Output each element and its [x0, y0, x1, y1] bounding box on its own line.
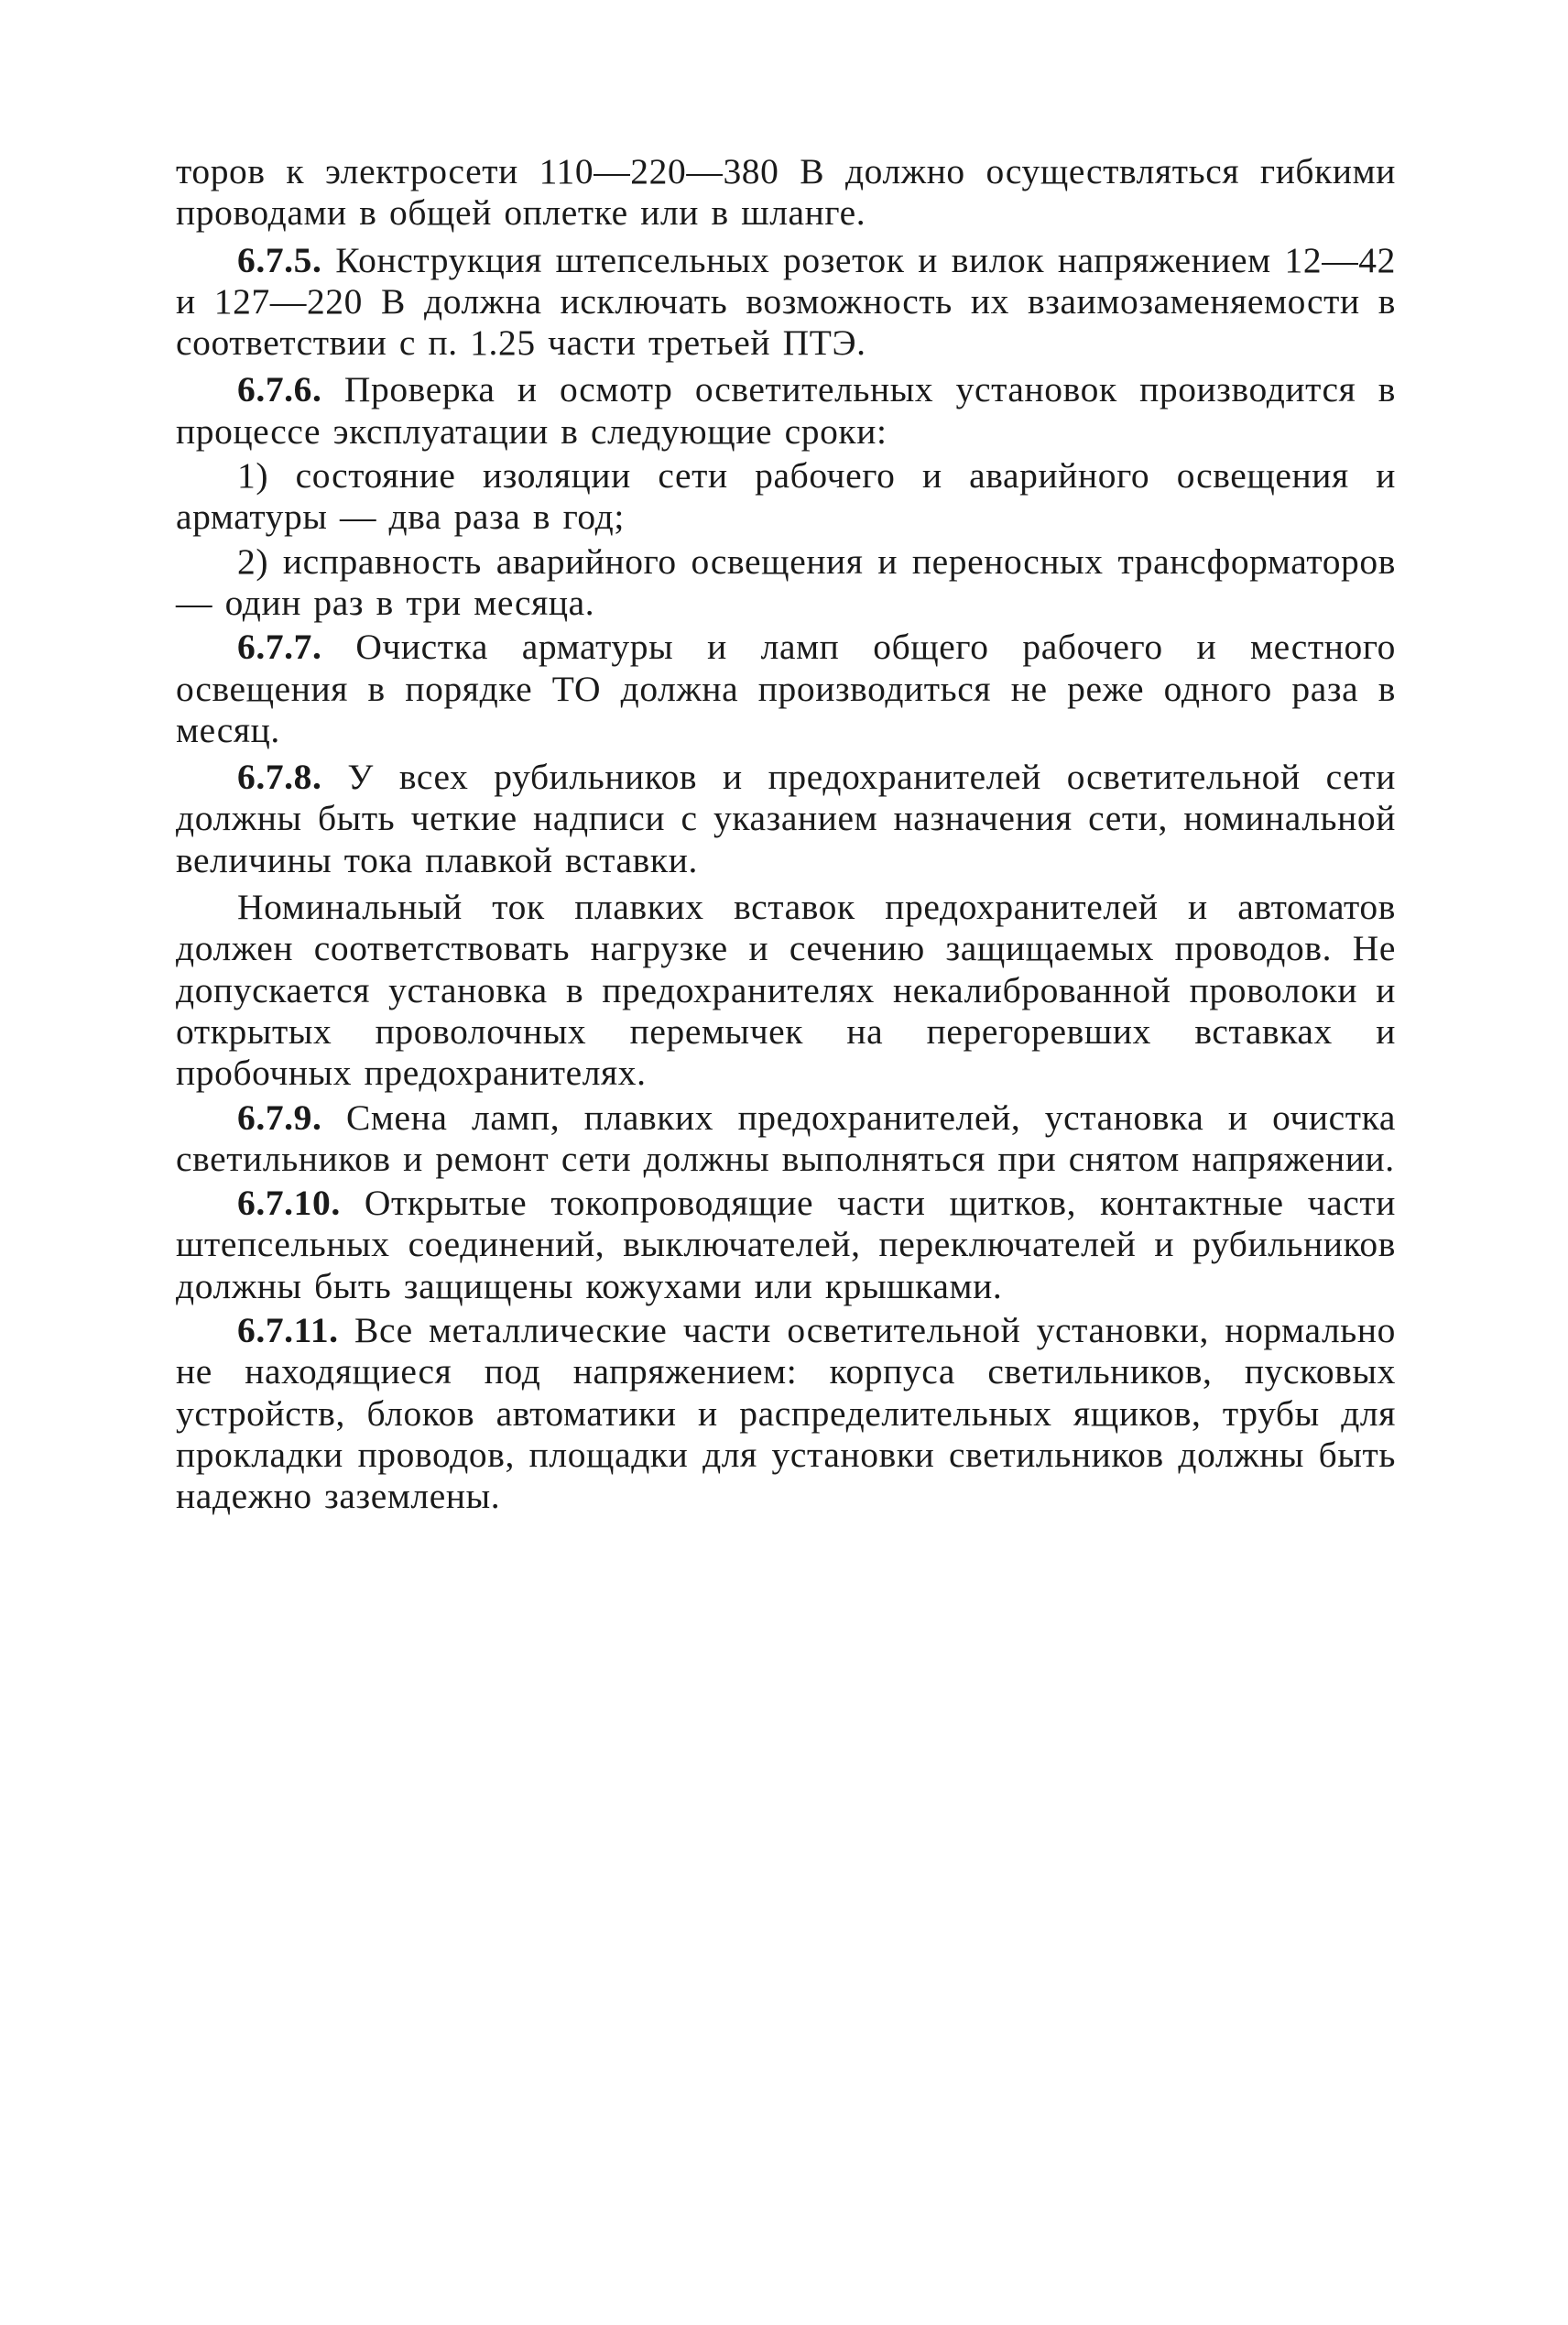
paragraph-6-7-11 — [176, 1310, 1396, 1517]
section-number: 6.7.8. — [237, 757, 322, 798]
section-number: 6.7.10. — [237, 1183, 341, 1224]
paragraph-6-7-5 — [176, 240, 1396, 365]
paragraph-text: Все металлические части осветительной установки, нормально не находящиеся под напряжением: корпуса светильников, пусковых устройств, блоков автоматики и распределительных ящиков, трубы для прокладки проводов, площадки для установки светильников должны быть надежно заземлены. — [176, 1310, 1396, 1517]
list-item-text: 1) состояние изоляции сети рабочего и аварийного освещения и арматуры — два раза в год; — [176, 455, 1396, 538]
paragraph-text: Конструкция штепсельных розеток и вилок напряжением 12—42 и 127—220 В должна исключать возможность их взаимозаменяемости в соответствии с п. 1.25 части третьей ПТЭ. — [176, 239, 1396, 364]
section-number: 6.7.9. — [237, 1097, 322, 1138]
list-item-text: 2) исправность аварийного освещения и переносных трансформаторов — один раз в три месяца. — [176, 540, 1396, 623]
section-number: 6.7.11. — [237, 1310, 339, 1351]
paragraph-text: У всех рубильников и предохранителей осветительной сети должны быть четкие надписи с указанием назначения сети, номинальной величины тока плавкой вставки. — [176, 757, 1396, 880]
paragraph-text: Проверка и осмотр осветительных установок производится в процессе эксплуатации в следующие сроки: — [176, 369, 1396, 452]
paragraph-6-7-10 — [176, 1183, 1396, 1307]
section-number: 6.7.5. — [237, 239, 322, 280]
document-page — [176, 151, 1396, 1521]
paragraph-text: торов к электросети 110—220—380 В должно осуществляться гибкими проводами в общей оплетке или в шланге. — [176, 151, 1396, 234]
paragraph-6-7-6 — [176, 369, 1396, 453]
list-item-1 — [176, 455, 1396, 539]
paragraph-6-7-9 — [176, 1097, 1396, 1181]
paragraph-text: Номинальный ток плавких вставок предохранителей и автоматов должен соответствовать нагрузке и сечению защищаемых проводов. Не допускается установка в предохранителях некалиброванной проволоки и открытых проволочных перемычек на перегоревших вставках и пробочных предохранителях. — [176, 887, 1396, 1094]
paragraph-text: Открытые токопроводящие части щитков, контактные части штепсельных соединений, выключателей, переключателей и рубильников должны быть защищены кожухами или крышками. — [176, 1183, 1396, 1306]
paragraph-text: Смена ламп, плавких предохранителей, установка и очистка светильников и ремонт сети должны выполняться при снятом напряжении. — [176, 1097, 1396, 1179]
paragraph-6-7-7 — [176, 627, 1396, 751]
list-item-2 — [176, 541, 1396, 625]
paragraph-text: Очистка арматуры и ламп общего рабочего и местного освещения в порядке ТО должна производиться не реже одного раза в месяц. — [176, 627, 1397, 750]
paragraph-continuation — [176, 151, 1396, 235]
paragraph-6-7-8 — [176, 757, 1396, 881]
paragraph-fuse-rating — [176, 887, 1396, 1094]
section-number: 6.7.7. — [237, 627, 322, 668]
section-number: 6.7.6. — [237, 369, 322, 410]
